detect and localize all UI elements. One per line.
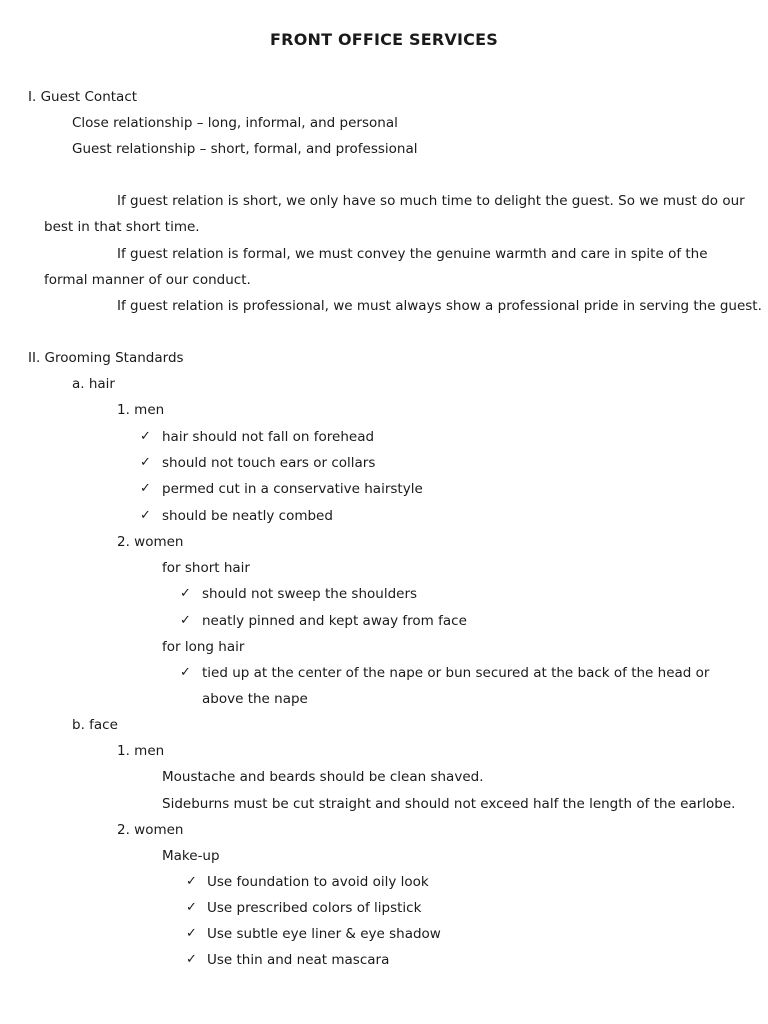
document-title: FRONT OFFICE SERVICES xyxy=(270,30,498,49)
check-icon: ✓ xyxy=(140,429,151,444)
hair-women-label: 2. women xyxy=(117,534,184,550)
makeup-label: Make-up xyxy=(162,848,220,864)
paragraph-short-line2: best in that short time. xyxy=(44,219,200,235)
hair-men-label: 1. men xyxy=(117,402,165,418)
check-icon: ✓ xyxy=(186,926,197,941)
subsection-face: b. face xyxy=(72,717,118,733)
short-hair-label: for short hair xyxy=(162,560,250,576)
check-icon: ✓ xyxy=(140,481,151,496)
check-icon: ✓ xyxy=(180,613,191,628)
paragraph-short-line1: If guest relation is short, we only have so much time to delight the guest. So we must do our xyxy=(117,193,745,209)
hair-men-item: should be neatly combed xyxy=(162,508,333,524)
section-heading-guest-contact: I. Guest Contact xyxy=(28,89,138,105)
paragraph-professional: If guest relation is professional, we must always show a professional pride in serving the guest. xyxy=(117,298,762,314)
check-icon: ✓ xyxy=(180,586,191,601)
check-icon: ✓ xyxy=(140,508,151,523)
check-icon: ✓ xyxy=(186,900,197,915)
section-heading-grooming: II. Grooming Standards xyxy=(28,350,184,366)
hair-men-item: hair should not fall on forehead xyxy=(162,429,375,445)
long-hair-item-line2: above the nape xyxy=(202,691,308,707)
check-icon: ✓ xyxy=(180,665,191,680)
long-hair-item-line1: tied up at the center of the nape or bun secured at the back of the head or xyxy=(202,665,710,681)
check-icon: ✓ xyxy=(186,952,197,967)
makeup-item: Use thin and neat mascara xyxy=(207,952,390,968)
short-hair-item: neatly pinned and kept away from face xyxy=(202,613,467,629)
close-relationship-line: Close relationship – long, informal, and personal xyxy=(72,115,398,131)
makeup-item: Use foundation to avoid oily look xyxy=(207,874,429,890)
face-men-line: Sideburns must be cut straight and should not exceed half the length of the earlobe. xyxy=(162,796,736,812)
guest-relationship-line: Guest relationship – short, formal, and professional xyxy=(72,141,418,157)
long-hair-label: for long hair xyxy=(162,639,245,655)
paragraph-formal-line1: If guest relation is formal, we must convey the genuine warmth and care in spite of the xyxy=(117,246,708,262)
check-icon: ✓ xyxy=(140,455,151,470)
makeup-item: Use subtle eye liner & eye shadow xyxy=(207,926,441,942)
check-icon: ✓ xyxy=(186,874,197,889)
hair-men-item: permed cut in a conservative hairstyle xyxy=(162,481,423,497)
makeup-item: Use prescribed colors of lipstick xyxy=(207,900,422,916)
short-hair-item: should not sweep the shoulders xyxy=(202,586,418,602)
face-men-label: 1. men xyxy=(117,743,165,759)
face-men-line: Moustache and beards should be clean shaved. xyxy=(162,769,484,785)
subsection-hair: a. hair xyxy=(72,376,115,392)
hair-men-item: should not touch ears or collars xyxy=(162,455,376,471)
face-women-label: 2. women xyxy=(117,822,184,838)
paragraph-formal-line2: formal manner of our conduct. xyxy=(44,272,251,288)
